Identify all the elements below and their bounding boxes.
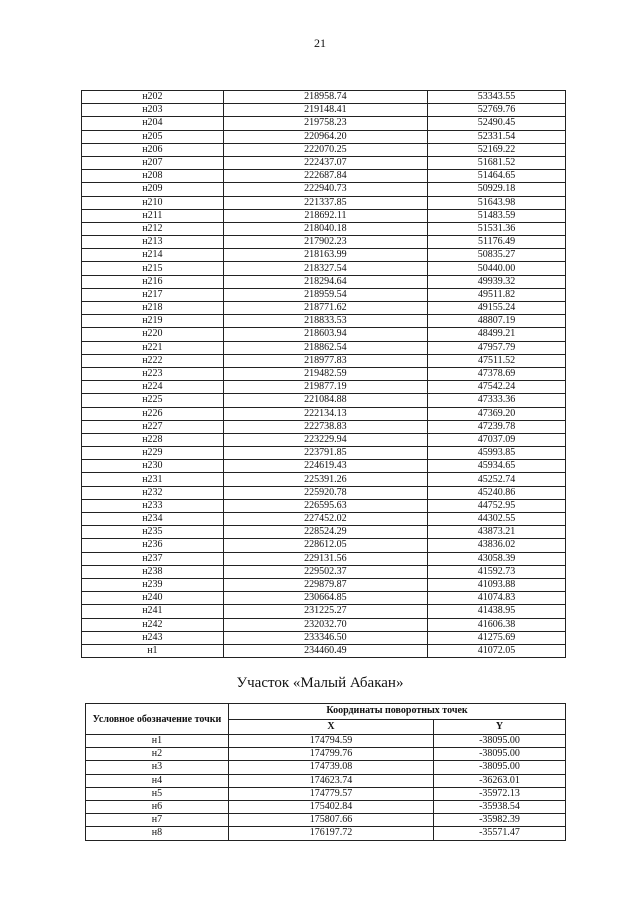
x-coordinate-cell: 223791.85 <box>223 447 427 460</box>
x-coordinate-cell: 229502.37 <box>223 565 427 578</box>
point-id-cell: н229 <box>82 447 224 460</box>
point-id-cell: н219 <box>82 315 224 328</box>
table-row <box>82 447 566 460</box>
table-row <box>82 618 566 631</box>
table-row <box>82 644 566 657</box>
x-coordinate-cell: 218958.74 <box>223 91 427 104</box>
x-coordinate-cell: 175402.84 <box>228 800 433 813</box>
x-coordinate-cell: 232032.70 <box>223 618 427 631</box>
y-coordinate-cell: -38095.00 <box>434 735 566 748</box>
table-row <box>82 631 566 644</box>
y-coordinate-cell: 51681.52 <box>428 156 566 169</box>
y-coordinate-cell: 41275.69 <box>428 631 566 644</box>
x-coordinate-cell: 222134.13 <box>223 407 427 420</box>
point-id-cell: н218 <box>82 302 224 315</box>
table-row <box>82 209 566 222</box>
table-row <box>82 565 566 578</box>
x-coordinate-cell: 219148.41 <box>223 104 427 117</box>
table-row <box>82 236 566 249</box>
x-coordinate-cell: 219877.19 <box>223 381 427 394</box>
point-id-cell: н8 <box>86 827 229 840</box>
y-coordinate-cell: 52490.45 <box>428 117 566 130</box>
table-row <box>86 774 566 787</box>
point-id-cell: н214 <box>82 249 224 262</box>
point-id-cell: н241 <box>82 605 224 618</box>
table-row <box>82 433 566 446</box>
point-id-cell: н238 <box>82 565 224 578</box>
header-x-label: X <box>228 719 433 735</box>
x-coordinate-cell: 219482.59 <box>223 367 427 380</box>
point-id-cell: н203 <box>82 104 224 117</box>
y-coordinate-cell: 51531.36 <box>428 222 566 235</box>
point-id-cell: н2 <box>86 748 229 761</box>
y-coordinate-cell: 47037.09 <box>428 433 566 446</box>
x-coordinate-cell: 176197.72 <box>228 827 433 840</box>
table-row <box>82 288 566 301</box>
y-coordinate-cell: 44302.55 <box>428 513 566 526</box>
y-coordinate-cell: 51483.59 <box>428 209 566 222</box>
x-coordinate-cell: 174779.57 <box>228 787 433 800</box>
table-row <box>82 104 566 117</box>
x-coordinate-cell: 231225.27 <box>223 605 427 618</box>
x-coordinate-cell: 218692.11 <box>223 209 427 222</box>
y-coordinate-cell: 47542.24 <box>428 381 566 394</box>
x-coordinate-cell: 175807.66 <box>228 814 433 827</box>
x-coordinate-cell: 218833.53 <box>223 315 427 328</box>
table-row <box>82 249 566 262</box>
table-row <box>82 196 566 209</box>
point-id-cell: н233 <box>82 499 224 512</box>
x-coordinate-cell: 223229.94 <box>223 433 427 446</box>
y-coordinate-cell: 48807.19 <box>428 315 566 328</box>
point-id-cell: н234 <box>82 513 224 526</box>
x-coordinate-cell: 225391.26 <box>223 473 427 486</box>
x-coordinate-cell: 218603.94 <box>223 328 427 341</box>
y-coordinate-cell: 53343.55 <box>428 91 566 104</box>
point-id-cell: н236 <box>82 539 224 552</box>
y-coordinate-cell: 52169.22 <box>428 143 566 156</box>
y-coordinate-cell: 45240.86 <box>428 486 566 499</box>
point-id-cell: н226 <box>82 407 224 420</box>
x-coordinate-cell: 219758.23 <box>223 117 427 130</box>
coordinates-table-maly-abakan <box>85 703 566 841</box>
table-row <box>82 315 566 328</box>
point-id-cell: н231 <box>82 473 224 486</box>
y-coordinate-cell: 47239.78 <box>428 420 566 433</box>
table-row <box>82 367 566 380</box>
point-id-cell: н208 <box>82 170 224 183</box>
point-id-cell: н212 <box>82 222 224 235</box>
table-row <box>82 486 566 499</box>
point-id-cell: н222 <box>82 354 224 367</box>
point-id-cell: н242 <box>82 618 224 631</box>
x-coordinate-cell: 222687.84 <box>223 170 427 183</box>
x-coordinate-cell: 220964.20 <box>223 130 427 143</box>
table-row <box>82 407 566 420</box>
x-coordinate-cell: 218771.62 <box>223 302 427 315</box>
header-point-label: Условное обозначение точки <box>86 704 229 735</box>
x-coordinate-cell: 174739.08 <box>228 761 433 774</box>
x-coordinate-cell: 225920.78 <box>223 486 427 499</box>
point-id-cell: н4 <box>86 774 229 787</box>
page-number: 21 <box>314 36 326 50</box>
y-coordinate-cell: 41592.73 <box>428 565 566 578</box>
table-row <box>82 513 566 526</box>
table-row <box>86 787 566 800</box>
table-row <box>82 473 566 486</box>
y-coordinate-cell: 43873.21 <box>428 526 566 539</box>
point-id-cell: н225 <box>82 394 224 407</box>
table-row <box>82 156 566 169</box>
x-coordinate-cell: 222940.73 <box>223 183 427 196</box>
x-coordinate-cell: 222070.25 <box>223 143 427 156</box>
point-id-cell: н1 <box>82 644 224 657</box>
table-header <box>86 704 566 735</box>
table-row <box>82 605 566 618</box>
x-coordinate-cell: 234460.49 <box>223 644 427 657</box>
y-coordinate-cell: 51643.98 <box>428 196 566 209</box>
y-coordinate-cell: 41072.05 <box>428 644 566 657</box>
y-coordinate-cell: -38095.00 <box>434 761 566 774</box>
point-id-cell: н204 <box>82 117 224 130</box>
point-id-cell: н230 <box>82 460 224 473</box>
y-coordinate-cell: -35972.13 <box>434 787 566 800</box>
point-id-cell: н232 <box>82 486 224 499</box>
point-id-cell: н206 <box>82 143 224 156</box>
point-id-cell: н237 <box>82 552 224 565</box>
table-row <box>82 592 566 605</box>
y-coordinate-cell: 48499.21 <box>428 328 566 341</box>
point-id-cell: н210 <box>82 196 224 209</box>
table-row <box>86 814 566 827</box>
x-coordinate-cell: 218163.99 <box>223 249 427 262</box>
x-coordinate-cell: 228524.29 <box>223 526 427 539</box>
x-coordinate-cell: 221337.85 <box>223 196 427 209</box>
point-id-cell: н211 <box>82 209 224 222</box>
y-coordinate-cell: 47957.79 <box>428 341 566 354</box>
y-coordinate-cell: 41074.83 <box>428 592 566 605</box>
x-coordinate-cell: 218977.83 <box>223 354 427 367</box>
table-row <box>82 539 566 552</box>
table-row <box>82 143 566 156</box>
x-coordinate-cell: 174794.59 <box>228 735 433 748</box>
table-row <box>82 499 566 512</box>
point-id-cell: н209 <box>82 183 224 196</box>
y-coordinate-cell: 49155.24 <box>428 302 566 315</box>
y-coordinate-cell: 47333.36 <box>428 394 566 407</box>
table-row <box>82 381 566 394</box>
table-row <box>86 800 566 813</box>
x-coordinate-cell: 229131.56 <box>223 552 427 565</box>
point-id-cell: н202 <box>82 91 224 104</box>
table-row <box>86 735 566 748</box>
table-row <box>82 460 566 473</box>
y-coordinate-cell: 52769.76 <box>428 104 566 117</box>
table-row <box>82 552 566 565</box>
y-coordinate-cell: 45993.85 <box>428 447 566 460</box>
y-coordinate-cell: -35982.39 <box>434 814 566 827</box>
y-coordinate-cell: 43836.02 <box>428 539 566 552</box>
table-row <box>82 170 566 183</box>
table-row <box>82 302 566 315</box>
table-row <box>82 578 566 591</box>
table-row <box>82 130 566 143</box>
section-title: Участок «Малый Абакан» <box>236 675 404 691</box>
y-coordinate-cell: -35938.54 <box>434 800 566 813</box>
y-coordinate-cell: 43058.39 <box>428 552 566 565</box>
table-row <box>86 748 566 761</box>
y-coordinate-cell: 45252.74 <box>428 473 566 486</box>
point-id-cell: н5 <box>86 787 229 800</box>
table-row <box>82 183 566 196</box>
table-row <box>82 420 566 433</box>
point-id-cell: н216 <box>82 275 224 288</box>
y-coordinate-cell: 41093.88 <box>428 578 566 591</box>
x-coordinate-cell: 222437.07 <box>223 156 427 169</box>
x-coordinate-cell: 174623.74 <box>228 774 433 787</box>
x-coordinate-cell: 222738.83 <box>223 420 427 433</box>
y-coordinate-cell: 47369.20 <box>428 407 566 420</box>
y-coordinate-cell: 50929.18 <box>428 183 566 196</box>
y-coordinate-cell: 47511.52 <box>428 354 566 367</box>
table-row <box>82 354 566 367</box>
table-header-row <box>86 704 566 720</box>
x-coordinate-cell: 226595.63 <box>223 499 427 512</box>
x-coordinate-cell: 174799.76 <box>228 748 433 761</box>
y-coordinate-cell: 41606.38 <box>428 618 566 631</box>
point-id-cell: н239 <box>82 578 224 591</box>
point-id-cell: н215 <box>82 262 224 275</box>
x-coordinate-cell: 230664.85 <box>223 592 427 605</box>
y-coordinate-cell: 49511.82 <box>428 288 566 301</box>
table-row <box>82 117 566 130</box>
x-coordinate-cell: 218327.54 <box>223 262 427 275</box>
y-coordinate-cell: 52331.54 <box>428 130 566 143</box>
header-coordinates-label: Координаты поворотных точек <box>228 704 565 720</box>
y-coordinate-cell: 49939.32 <box>428 275 566 288</box>
point-id-cell: н221 <box>82 341 224 354</box>
y-coordinate-cell: 47378.69 <box>428 367 566 380</box>
x-coordinate-cell: 229879.87 <box>223 578 427 591</box>
x-coordinate-cell: 218862.54 <box>223 341 427 354</box>
table-row <box>82 341 566 354</box>
table-row <box>82 91 566 104</box>
y-coordinate-cell: 44752.95 <box>428 499 566 512</box>
y-coordinate-cell: -38095.00 <box>434 748 566 761</box>
table-row <box>82 262 566 275</box>
point-id-cell: н240 <box>82 592 224 605</box>
table-row <box>82 394 566 407</box>
point-id-cell: н7 <box>86 814 229 827</box>
y-coordinate-cell: 50835.27 <box>428 249 566 262</box>
x-coordinate-cell: 221084.88 <box>223 394 427 407</box>
point-id-cell: н220 <box>82 328 224 341</box>
point-id-cell: н217 <box>82 288 224 301</box>
x-coordinate-cell: 218040.18 <box>223 222 427 235</box>
point-id-cell: н224 <box>82 381 224 394</box>
header-y-label: Y <box>434 719 566 735</box>
coordinates-table-body <box>82 91 566 658</box>
x-coordinate-cell: 227452.02 <box>223 513 427 526</box>
y-coordinate-cell: -36263.01 <box>434 774 566 787</box>
point-id-cell: н228 <box>82 433 224 446</box>
table-row <box>86 761 566 774</box>
y-coordinate-cell: 45934.65 <box>428 460 566 473</box>
table-row <box>82 328 566 341</box>
table-row <box>82 526 566 539</box>
coordinates-table-continued <box>81 90 566 658</box>
y-coordinate-cell: 51176.49 <box>428 236 566 249</box>
x-coordinate-cell: 228612.05 <box>223 539 427 552</box>
y-coordinate-cell: 41438.95 <box>428 605 566 618</box>
point-id-cell: н6 <box>86 800 229 813</box>
x-coordinate-cell: 218294.64 <box>223 275 427 288</box>
y-coordinate-cell: -35571.47 <box>434 827 566 840</box>
point-id-cell: н223 <box>82 367 224 380</box>
coordinates-table-body <box>86 735 566 841</box>
x-coordinate-cell: 233346.50 <box>223 631 427 644</box>
point-id-cell: н235 <box>82 526 224 539</box>
point-id-cell: н207 <box>82 156 224 169</box>
y-coordinate-cell: 50440.00 <box>428 262 566 275</box>
point-id-cell: н3 <box>86 761 229 774</box>
table-row <box>86 827 566 840</box>
table-row <box>82 275 566 288</box>
point-id-cell: н1 <box>86 735 229 748</box>
table-row <box>82 222 566 235</box>
point-id-cell: н227 <box>82 420 224 433</box>
point-id-cell: н205 <box>82 130 224 143</box>
x-coordinate-cell: 217902.23 <box>223 236 427 249</box>
x-coordinate-cell: 224619.43 <box>223 460 427 473</box>
x-coordinate-cell: 218959.54 <box>223 288 427 301</box>
point-id-cell: н243 <box>82 631 224 644</box>
y-coordinate-cell: 51464.65 <box>428 170 566 183</box>
point-id-cell: н213 <box>82 236 224 249</box>
